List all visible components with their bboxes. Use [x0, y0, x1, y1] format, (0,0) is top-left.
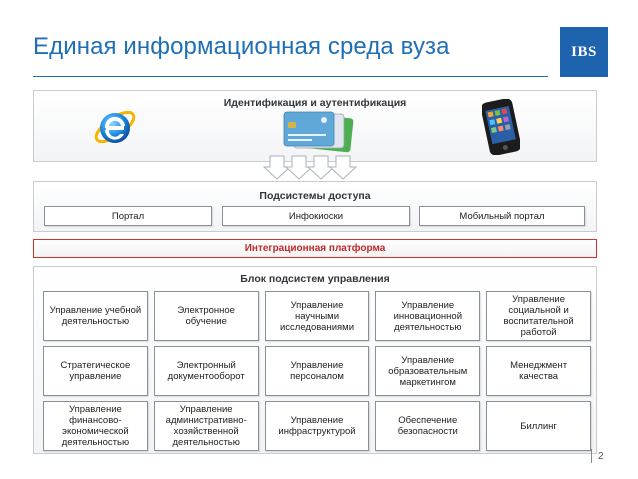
management-cell-label — [168, 360, 245, 382]
management-cell-label — [388, 355, 467, 388]
management-cell-line: социальной и — [508, 305, 569, 316]
management-cell-line: Управление учебной — [49, 305, 142, 316]
management-cell-line: Управление — [401, 354, 455, 366]
access-subsystems-panel — [33, 181, 597, 232]
management-cell — [43, 401, 148, 451]
management-cell-label — [50, 305, 142, 327]
management-cell-line: Управление — [401, 299, 455, 311]
access-portal: Портал — [44, 206, 212, 226]
management-cell-line: деятельностью — [172, 437, 240, 448]
management-cell-label — [520, 421, 557, 432]
management-cell-line: Стратегическое — [60, 360, 131, 371]
management-cell-line: Управление — [290, 299, 344, 311]
management-cell-line: обучение — [185, 316, 227, 327]
management-cell-label — [278, 415, 355, 437]
internet-explorer-icon — [92, 104, 138, 150]
management-cell-line: хозяйственной — [173, 426, 239, 437]
management-cell-label — [503, 294, 573, 338]
management-cell-line: административно- — [165, 415, 247, 426]
access-title: Подсистемы доступа — [259, 190, 371, 202]
management-cell-line: Биллинг — [520, 420, 557, 432]
management-title: Блок подсистем управления — [240, 273, 390, 285]
management-cell-line: деятельностью — [394, 321, 462, 333]
management-cell-line: исследованиями — [279, 321, 354, 333]
management-cell-line: Электронное — [177, 305, 235, 316]
management-cell-line: Управление — [290, 415, 344, 426]
management-cell — [486, 401, 591, 451]
management-cell-line: Управление — [290, 360, 344, 371]
management-cell-line: деятельностью — [61, 437, 130, 448]
management-cell-label — [510, 360, 567, 382]
management-cell-line: Управление — [179, 404, 233, 415]
management-cell — [375, 346, 480, 396]
management-cell-line: воспитательной — [503, 316, 574, 327]
slide-title: Единая информационная среда вуза — [33, 33, 450, 60]
management-cell-line: документооборот — [167, 371, 245, 382]
management-cell-label — [61, 360, 131, 382]
ibs-logo: IBS — [560, 27, 608, 77]
access-infokiosks: Инфокиоски — [222, 206, 410, 226]
management-cell-line: безопасности — [397, 426, 458, 437]
bank-cards-icon — [272, 110, 356, 156]
management-cell-label — [290, 360, 344, 382]
management-cell-label — [166, 404, 247, 448]
management-cell-line: Обеспечение — [398, 415, 458, 426]
management-cell-line: Управление — [68, 404, 122, 415]
integration-platform-panel — [33, 239, 597, 258]
management-cell — [43, 346, 148, 396]
management-cell-label — [62, 404, 129, 448]
identification-title: Идентификация и аутентификация — [223, 97, 407, 109]
management-cell-line: Управление — [512, 294, 565, 305]
management-cell-label — [177, 305, 235, 327]
access-mobile-portal: Мобильный портал — [419, 206, 585, 226]
management-grid — [43, 291, 591, 451]
down-arrows-icon — [262, 155, 362, 181]
management-cell-line: управление — [69, 371, 122, 382]
management-cell — [486, 346, 591, 396]
management-cell-line: персоналом — [290, 371, 344, 382]
management-cell — [43, 291, 148, 341]
management-cell-line: образовательным — [388, 365, 468, 377]
management-cell-line: Электронный — [176, 360, 236, 371]
management-cell-line: деятельностью — [61, 316, 130, 327]
management-cell-line: маркетингом — [399, 376, 456, 388]
management-cell — [265, 401, 370, 451]
page-number-separator — [591, 449, 592, 463]
title-underline — [33, 76, 548, 77]
management-cell-line: качества — [519, 371, 559, 382]
management-cell-label — [398, 415, 458, 437]
management-cell — [486, 291, 591, 341]
management-cell — [154, 346, 259, 396]
management-cell-line: инфраструктурой — [278, 426, 356, 437]
integration-title: Интеграционная платформа — [244, 243, 386, 254]
management-cell — [375, 291, 480, 341]
smartphone-icon — [482, 99, 520, 155]
management-cell-label — [394, 300, 462, 333]
management-cell-line: Менеджмент — [510, 360, 568, 371]
management-cell-line: финансово- — [69, 415, 122, 426]
management-cell — [265, 346, 370, 396]
management-cell-line: работой — [520, 327, 557, 338]
management-cell — [375, 401, 480, 451]
management-cell-line: научными — [294, 310, 340, 322]
management-cell-label — [280, 300, 354, 333]
management-cell — [154, 401, 259, 451]
management-cell — [154, 291, 259, 341]
management-subsystems-panel — [33, 266, 597, 454]
management-cell — [265, 291, 370, 341]
management-cell-line: инновационной — [393, 310, 462, 322]
management-cell-line: экономической — [62, 426, 129, 437]
page-number: 2 — [598, 451, 604, 462]
